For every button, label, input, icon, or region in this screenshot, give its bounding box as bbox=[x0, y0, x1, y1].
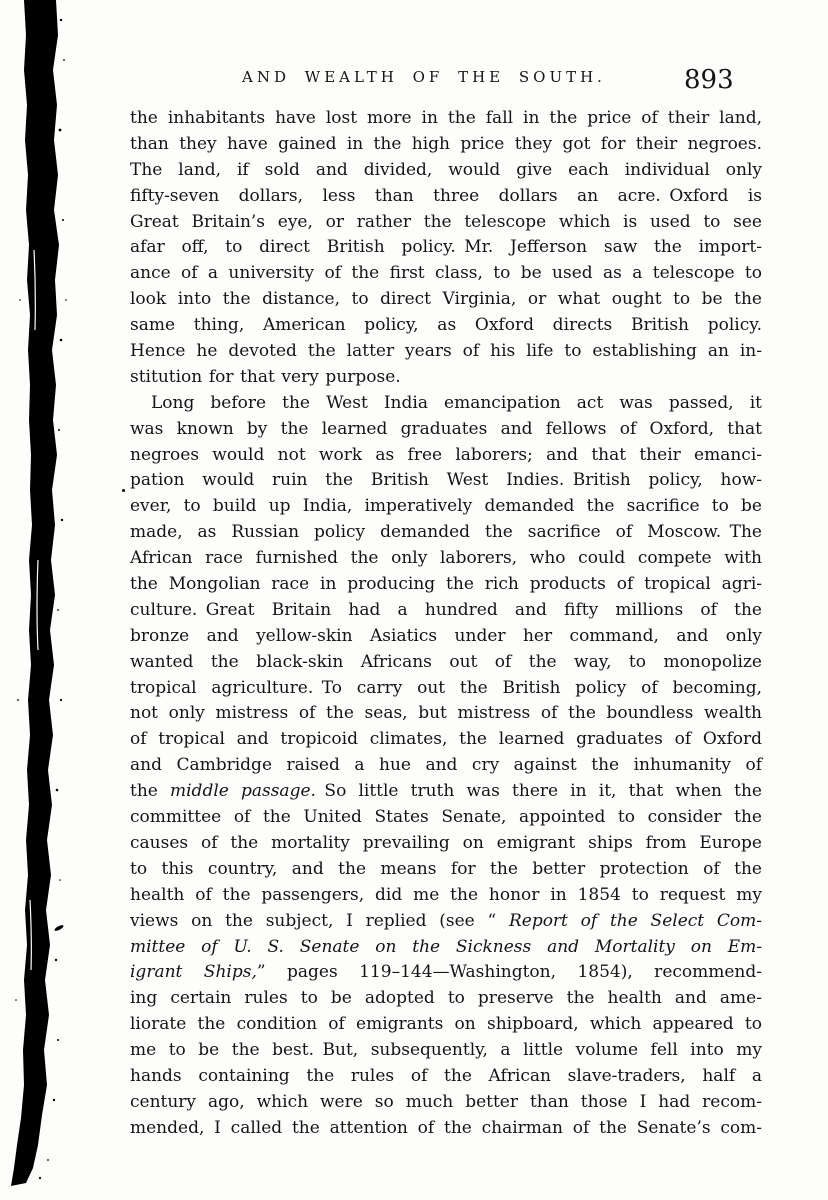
text-segment: afar off, to direct British policy. Mr. Jefferson saw the import- bbox=[130, 237, 762, 258]
text-segment: Hence he devoted the latter years of his life to establishing an in- bbox=[130, 341, 762, 362]
running-head-title: AND WEALTH OF THE SOUTH. bbox=[242, 68, 606, 86]
text-segment: The land, if sold and divided, would give each individual only bbox=[130, 159, 762, 180]
text-line bbox=[130, 365, 762, 391]
text-segment: mended, I called the attention of the chairman of the Senate’s com- bbox=[130, 1117, 762, 1138]
text-segment: ever, to build up India, imperatively demanded the sacrifice to be bbox=[130, 496, 762, 517]
text-line bbox=[130, 1090, 762, 1116]
text-line bbox=[130, 572, 762, 598]
text-segment: of tropical and tropicoid climates, the learned graduates of Oxford bbox=[130, 729, 762, 750]
text-line bbox=[130, 546, 762, 572]
text-line bbox=[130, 986, 762, 1012]
text-segment: African race furnished the only laborers, who could compete with bbox=[130, 548, 762, 569]
body-text bbox=[130, 106, 762, 1142]
text-segment: pation would ruin the British West Indies. British policy, how- bbox=[130, 470, 762, 491]
ink-dot bbox=[122, 489, 125, 492]
text-line bbox=[130, 831, 762, 857]
text-segment: century ago, which were so much better than those I had recom- bbox=[130, 1091, 762, 1112]
text-segment: bronze and yellow-skin Asiatics under her command, and only bbox=[130, 625, 762, 646]
text-line bbox=[130, 391, 762, 417]
text-segment: liorate the condition of emigrants on shipboard, which appeared to bbox=[130, 1014, 762, 1035]
text-line bbox=[130, 779, 762, 805]
text-segment: wanted the black-skin Africans out of the way, to monopolize bbox=[130, 651, 762, 672]
text-segment: health of the passengers, did me the honor in 1854 to request my bbox=[130, 884, 762, 905]
text-segment: to this country, and the means for the better protection of the bbox=[130, 858, 762, 879]
text-segment: and Cambridge raised a hue and cry against the inhumanity of bbox=[130, 755, 762, 776]
text-line bbox=[130, 106, 762, 132]
text-line bbox=[130, 1012, 762, 1038]
ink-speck bbox=[54, 924, 65, 932]
text-segment: ing certain rules to be adopted to preserve the health and ame- bbox=[130, 988, 762, 1009]
text-line bbox=[130, 650, 762, 676]
text-segment: tropical agriculture. To carry out the British policy of becoming, bbox=[130, 677, 762, 698]
text-segment: committee of the United States Senate, appointed to consider the bbox=[130, 807, 762, 828]
text-line bbox=[130, 443, 762, 469]
text-line bbox=[130, 857, 762, 883]
text-segment: than they have gained in the high price they got for their negroes. bbox=[130, 133, 762, 154]
text-line bbox=[130, 261, 762, 287]
text-segment: was known by the learned graduates and fellows of Oxford, that bbox=[130, 418, 762, 439]
text-line bbox=[130, 1038, 762, 1064]
text-segment: negroes would not work as free laborers; and that their emanci- bbox=[130, 444, 762, 465]
text-segment: ” pages 119–144—Washington, 1854), recommend- bbox=[256, 962, 763, 983]
text-segment: made, as Russian policy demanded the sacrifice of Moscow. The bbox=[130, 522, 762, 543]
text-line bbox=[130, 935, 762, 961]
text-line bbox=[130, 676, 762, 702]
page-number: 893 bbox=[684, 65, 734, 95]
text-line bbox=[130, 598, 762, 624]
text-line bbox=[130, 235, 762, 261]
text-line bbox=[130, 883, 762, 909]
text-line bbox=[130, 701, 762, 727]
text-line bbox=[130, 494, 762, 520]
text-segment: views on the subject, I replied (see “ bbox=[130, 910, 509, 931]
text-line bbox=[130, 805, 762, 831]
binding-shadow bbox=[0, 0, 90, 1200]
text-line bbox=[130, 753, 762, 779]
text-segment: the Mongolian race in producing the rich products of tropical agri- bbox=[130, 574, 762, 595]
text-line bbox=[130, 468, 762, 494]
text-segment: Great Britain’s eye, or rather the telescope which is used to see bbox=[130, 211, 762, 232]
text-segment: the inhabitants have lost more in the fall in the price of their land, bbox=[130, 108, 762, 128]
text-segment: ance of a university of the first class, to be used as a telescope to bbox=[130, 263, 762, 284]
text-line bbox=[130, 520, 762, 546]
text-segment: look into the distance, to direct Virginia, or what ought to be the bbox=[130, 289, 762, 310]
text-line bbox=[130, 210, 762, 236]
italic-text-segment: Report of the Select Com- bbox=[508, 910, 762, 931]
text-segment: causes of the mortality prevailing on emigrant ships from Europe bbox=[130, 832, 762, 853]
text-segment: the bbox=[130, 781, 170, 802]
text-line bbox=[130, 1116, 762, 1142]
italic-text-segment: igrant Ships, bbox=[130, 962, 257, 983]
text-segment: fifty-seven dollars, less than three dollars an acre. Oxford is bbox=[130, 185, 762, 206]
text-line bbox=[130, 339, 762, 365]
text-segment: stitution for that very purpose. bbox=[130, 366, 401, 387]
text-line bbox=[130, 184, 762, 210]
text-line bbox=[130, 1064, 762, 1090]
text-line bbox=[130, 624, 762, 650]
text-line bbox=[130, 313, 762, 339]
text-line bbox=[130, 132, 762, 158]
text-line bbox=[130, 909, 762, 935]
text-line bbox=[130, 727, 762, 753]
text-line bbox=[130, 417, 762, 443]
text-segment: culture. Great Britain had a hundred and fifty millions of the bbox=[130, 599, 762, 620]
italic-text-segment: middle passage. bbox=[170, 781, 316, 802]
text-line bbox=[130, 960, 762, 986]
text-segment: So little truth was there in it, that when the bbox=[315, 781, 762, 802]
text-segment: me to be the best. But, subsequently, a little volume fell into my bbox=[130, 1040, 762, 1061]
text-segment: not only mistress of the seas, but mistress of the boundless wealth bbox=[130, 703, 762, 724]
text-line bbox=[130, 287, 762, 313]
text-line bbox=[130, 158, 762, 184]
italic-text-segment: mittee of U. S. Senate on the Sickness and Mortality on Em- bbox=[130, 936, 762, 957]
text-segment: Long before the West India emancipation act was passed, it bbox=[151, 392, 762, 413]
text-segment: same thing, American policy, as Oxford directs British policy. bbox=[130, 315, 762, 336]
text-segment: hands containing the rules of the African slave-traders, half a bbox=[130, 1065, 762, 1086]
